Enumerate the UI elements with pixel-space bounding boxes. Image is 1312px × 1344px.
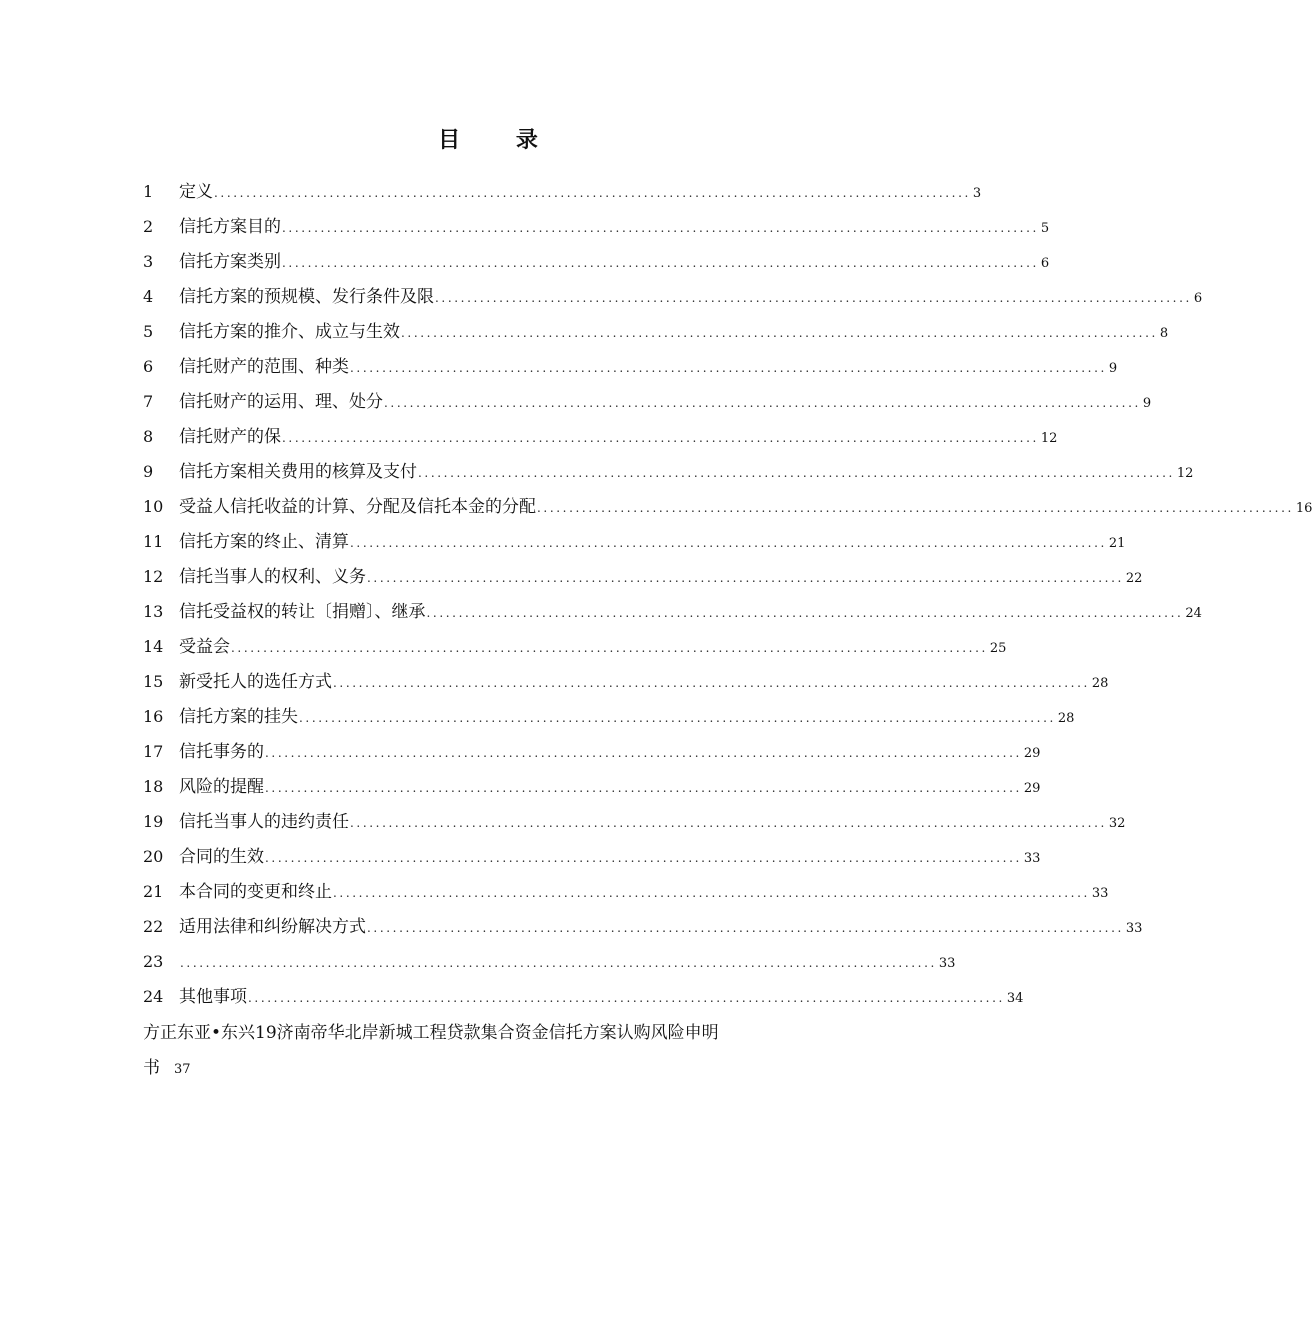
toc-title: 目 录 — [438, 127, 562, 153]
toc-entry-leader: ...................................................................................................................... — [350, 361, 1107, 375]
toc-final-entry-text-line2-text: 书 — [143, 1058, 160, 1078]
toc-entry[interactable] — [143, 909, 1143, 944]
toc-entry-leader: ...................................................................................................................... — [180, 956, 937, 970]
toc-entry-number: 10 — [143, 497, 164, 516]
toc-entry-page: 24 — [1185, 606, 1202, 621]
toc-entry-number: 19 — [143, 812, 164, 831]
toc-entry-title: 信托方案相关费用的核算及支付 — [179, 462, 417, 482]
toc-entry[interactable] — [143, 769, 1041, 804]
toc-entry-page: 29 — [1023, 781, 1041, 796]
toc-entry[interactable] — [143, 384, 1152, 419]
toc-entry-leader: ...................................................................................................................... — [350, 536, 1107, 550]
toc-list — [143, 174, 1312, 1014]
toc-entry[interactable] — [143, 839, 1041, 874]
toc-entry-page: 28 — [1057, 711, 1075, 726]
toc-entry[interactable] — [143, 349, 1118, 384]
toc-entry[interactable] — [143, 629, 1007, 664]
toc-entry-number: 2 — [143, 217, 154, 236]
toc-entry[interactable] — [143, 944, 956, 979]
toc-entry[interactable] — [143, 804, 1126, 839]
toc-entry-leader: ...................................................................................................................... — [214, 186, 971, 200]
toc-entry-page: 12 — [1040, 431, 1058, 446]
toc-entry-number: 21 — [143, 882, 164, 901]
toc-entry[interactable] — [143, 419, 1058, 454]
toc-entry-leader: ...................................................................................................................... — [282, 221, 1039, 235]
toc-entry-page: 5 — [1040, 221, 1050, 236]
toc-final-entry[interactable] — [143, 1016, 807, 1087]
toc-entry-leader: ...................................................................................................................... — [265, 746, 1022, 760]
toc-entry-title: 信托方案类别 — [179, 252, 281, 272]
toc-entry-number: 22 — [143, 917, 164, 936]
toc-entry[interactable] — [143, 979, 1024, 1014]
toc-entry-page: 28 — [1091, 676, 1109, 691]
toc-entry[interactable] — [143, 874, 1109, 909]
toc-entry-leader: ...................................................................................................................... — [265, 781, 1022, 795]
toc-entry[interactable] — [143, 454, 1194, 489]
toc-entry-number: 9 — [143, 462, 154, 481]
toc-entry-number: 8 — [143, 427, 154, 446]
toc-entry-number: 5 — [143, 322, 154, 341]
toc-entry-page: 32 — [1108, 816, 1126, 831]
toc-entry-title: 信托财产的运用、理、处分 — [179, 392, 383, 412]
toc-entry-number: 3 — [143, 252, 154, 271]
toc-entry-page: 3 — [972, 186, 982, 201]
toc-entry-page: 34 — [1006, 991, 1024, 1006]
toc-entry-title: 本合同的变更和终止 — [179, 882, 332, 902]
toc-entry-number: 18 — [143, 777, 164, 796]
toc-entry[interactable] — [143, 174, 982, 209]
toc-entry-number: 11 — [143, 532, 164, 551]
toc-entry-number: 1 — [143, 182, 154, 201]
toc-entry[interactable] — [143, 594, 1202, 629]
toc-entry-number: 14 — [143, 637, 164, 656]
toc-entry-title: 合同的生效 — [179, 847, 264, 867]
toc-entry-page: 9 — [1108, 361, 1118, 376]
toc-entry-page: 8 — [1159, 326, 1169, 341]
toc-entry-title: 风险的提醒 — [179, 777, 264, 797]
toc-entry-number: 20 — [143, 847, 164, 866]
toc-entry-number: 6 — [143, 357, 154, 376]
toc-entry-number: 24 — [143, 987, 164, 1006]
toc-entry[interactable] — [143, 244, 1050, 279]
toc-entry-title: 信托当事人的权利、义务 — [179, 567, 366, 587]
toc-entry-page: 6 — [1040, 256, 1050, 271]
toc-entry[interactable] — [143, 209, 1050, 244]
toc-entry-title: 信托方案的挂失 — [179, 707, 298, 727]
toc-entry-title: 信托受益权的转让〔捐赠〕、继承 — [179, 602, 426, 622]
toc-entry-page: 29 — [1023, 746, 1041, 761]
toc-entry-title: 新受托人的选任方式 — [179, 672, 332, 692]
toc-entry-title: 受益人信托收益的计算、分配及信托本金的分配 — [179, 497, 536, 517]
toc-entry-page: 22 — [1125, 571, 1143, 586]
toc-entry-leader: ...................................................................................................................... — [426, 606, 1184, 620]
toc-entry[interactable] — [143, 664, 1109, 699]
toc-entry-title: 信托财产的保 — [179, 427, 281, 447]
toc-entry[interactable] — [143, 559, 1143, 594]
toc-entry-page: 25 — [989, 641, 1007, 656]
toc-entry-number: 23 — [143, 952, 164, 971]
toc-entry-leader: ...................................................................................................................... — [282, 431, 1039, 445]
toc-entry-leader: ...................................................................................................................... — [367, 571, 1124, 585]
toc-entry-number: 16 — [143, 707, 164, 726]
toc-final-entry-text-line2 — [143, 1051, 807, 1087]
toc-entry-leader: ...................................................................................................................... — [299, 711, 1056, 725]
toc-entry-leader: ...................................................................................................................... — [384, 396, 1141, 410]
toc-entry[interactable] — [143, 524, 1126, 559]
toc-entry-leader: ...................................................................................................................... — [333, 886, 1090, 900]
toc-entry-title: 其他事项 — [179, 987, 247, 1007]
toc-entry-title: 信托方案的预规模、发行条件及限 — [179, 287, 434, 307]
toc-entry-title: 信托财产的范围、种类 — [179, 357, 349, 377]
toc-entry-leader: ...................................................................................................................... — [231, 641, 988, 655]
toc-entry-title: 信托方案的终止、清算 — [179, 532, 349, 552]
toc-entry-leader: ...................................................................................................................... — [435, 291, 1192, 305]
toc-entry-leader: ...................................................................................................................... — [282, 256, 1039, 270]
toc-entry-page: 16 — [1295, 501, 1312, 516]
toc-entry-title: 信托事务的 — [179, 742, 264, 762]
toc-entry-page: 21 — [1108, 536, 1126, 551]
toc-entry-leader: ...................................................................................................................... — [248, 991, 1005, 1005]
toc-entry-number: 15 — [143, 672, 164, 691]
toc-final-entry-page: 37 — [174, 1062, 191, 1077]
toc-entry-leader: ...................................................................................................................... — [418, 466, 1175, 480]
toc-entry-number: 7 — [143, 392, 154, 411]
toc-entry-leader: ...................................................................................................................... — [537, 501, 1294, 515]
toc-entry[interactable] — [143, 489, 1312, 524]
toc-entry-leader: ...................................................................................................................... — [265, 851, 1022, 865]
toc-entry-title: 适用法律和纠纷解决方式 — [179, 917, 366, 937]
toc-entry-number: 4 — [143, 287, 154, 306]
toc-entry[interactable] — [143, 279, 1203, 314]
toc-entry-leader: ...................................................................................................................... — [333, 676, 1090, 690]
toc-entry[interactable] — [143, 699, 1075, 734]
toc-entry-page: 33 — [938, 956, 956, 971]
toc-entry-title: 信托方案的推介、成立与生效 — [179, 322, 400, 342]
toc-entry-page: 6 — [1193, 291, 1203, 306]
toc-entry-page: 33 — [1091, 886, 1109, 901]
toc-entry-title: 定义 — [179, 182, 213, 202]
toc-entry[interactable] — [143, 734, 1041, 769]
toc-entry-page: 12 — [1176, 466, 1194, 481]
toc-entry-leader: ...................................................................................................................... — [367, 921, 1124, 935]
toc-entry-leader: ...................................................................................................................... — [401, 326, 1158, 340]
toc-entry-number: 12 — [143, 567, 164, 586]
toc-entry-page: 33 — [1125, 921, 1143, 936]
toc-entry-number: 13 — [143, 602, 164, 621]
toc-entry-title: 信托当事人的违约责任 — [179, 812, 349, 832]
toc-entry-leader: ...................................................................................................................... — [350, 816, 1107, 830]
toc-entry-number: 17 — [143, 742, 164, 761]
toc-entry[interactable] — [143, 314, 1169, 349]
toc-entry-page: 33 — [1023, 851, 1041, 866]
toc-final-entry-text-line1: 方正东亚•东兴19济南帝华北岸新城工程贷款集合资金信托方案认购风险申明 — [143, 1023, 719, 1043]
toc-entry-title: 信托方案目的 — [179, 217, 281, 237]
toc-entry-title: 受益会 — [179, 637, 230, 657]
toc-entry-page: 9 — [1142, 396, 1152, 411]
